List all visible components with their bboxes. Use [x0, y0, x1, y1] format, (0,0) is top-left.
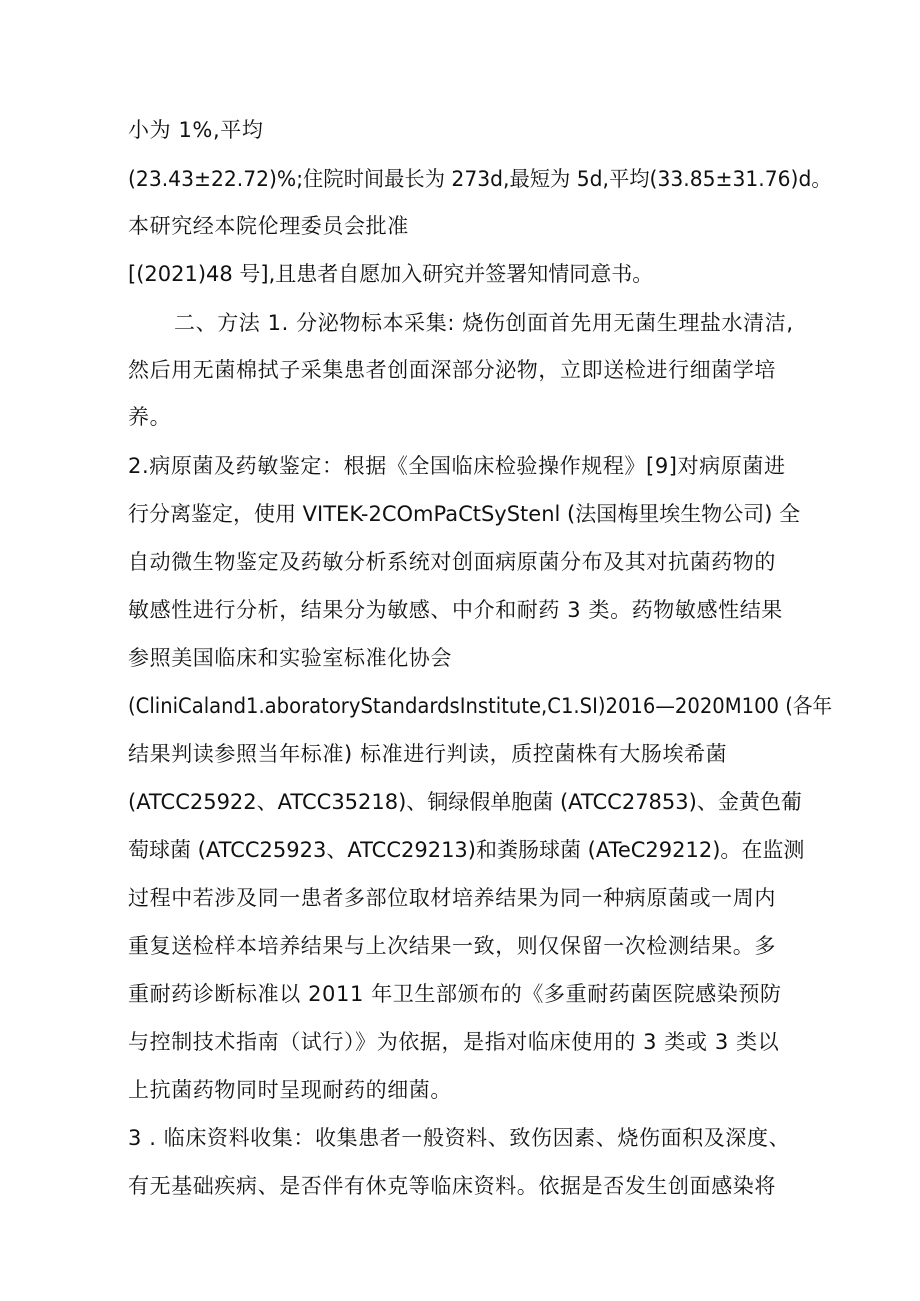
text-line: 自动微生物鉴定及药敏分析系统对创面病原菌分布及其对抗菌药物的 [128, 550, 776, 574]
text-line: [(2021)48 号],且患者自愿加入研究并签署知情同意书。 [128, 262, 654, 286]
text-line: 然后用无菌棉拭子采集患者创面深部分泌物，立即送检进行细菌学培 [128, 358, 776, 382]
text-line: 3 . 临床资料收集：收集患者一般资料、致伤因素、烧伤面积及深度、 [128, 1126, 791, 1150]
text-line: 与控制技术指南（试行）》为依据，是指对临床使用的 3 类或 3 类以 [128, 1030, 780, 1054]
text-line: 养。 [128, 405, 172, 429]
text-line: 本研究经本院伦理委员会批准 [128, 214, 409, 238]
text-line: (CliniCaland1.aboratoryStandardsInstitute,C1.SI)2016—2020M100 (各年 [128, 694, 833, 718]
text-line: 2.病原菌及药敏鉴定：根据《全国临床检验操作规程》[9]对病原菌进 [128, 454, 786, 478]
text-line: 萄球菌 (ATCC25923、ATCC29213)和粪肠球菌 (ATeC29212)。在监测 [128, 838, 805, 862]
text-line: 有无基础疾病、是否伴有休克等临床资料。依据是否发生创面感染将 [128, 1174, 776, 1198]
text-line: 重耐药诊断标准以 2011 年卫生部颁布的《多重耐药菌医院感染预防 [128, 982, 782, 1006]
text-line: 结果判读参照当年标准) 标准进行判读，质控菌株有大肠埃希菌 [128, 742, 728, 766]
text-line: (ATCC25922、ATCC35218)、铜绿假单胞菌 (ATCC27853)、金黄色葡 [128, 790, 802, 814]
text-line: 参照美国临床和实验室标准化协会 [128, 646, 452, 670]
text-line: 上抗菌药物同时呈现耐药的细菌。 [128, 1078, 452, 1102]
text-line: (23.43±22.72)%;住院时间最长为 273d,最短为 5d,平均(33.85±31.76)d。 [128, 167, 832, 191]
text-line: 小为 1%,平均 [128, 118, 264, 142]
text-line: 行分离鉴定，使用 VITEK-2COmPaCtSyStenl (法国梅里埃生物公司) 全 [128, 502, 801, 526]
text-line: 二、方法 1. 分泌物标本采集: 烧伤创面首先用无菌生理盐水清洁, [174, 311, 794, 335]
text-line: 敏感性进行分析，结果分为敏感、中介和耐药 3 类。药物敏感性结果 [128, 598, 783, 622]
text-line: 重复送检样本培养结果与上次结果一致，则仅保留一次检测结果。多 [128, 934, 776, 958]
text-line: 过程中若涉及同一患者多部位取材培养结果为同一种病原菌或一周内 [128, 886, 776, 910]
